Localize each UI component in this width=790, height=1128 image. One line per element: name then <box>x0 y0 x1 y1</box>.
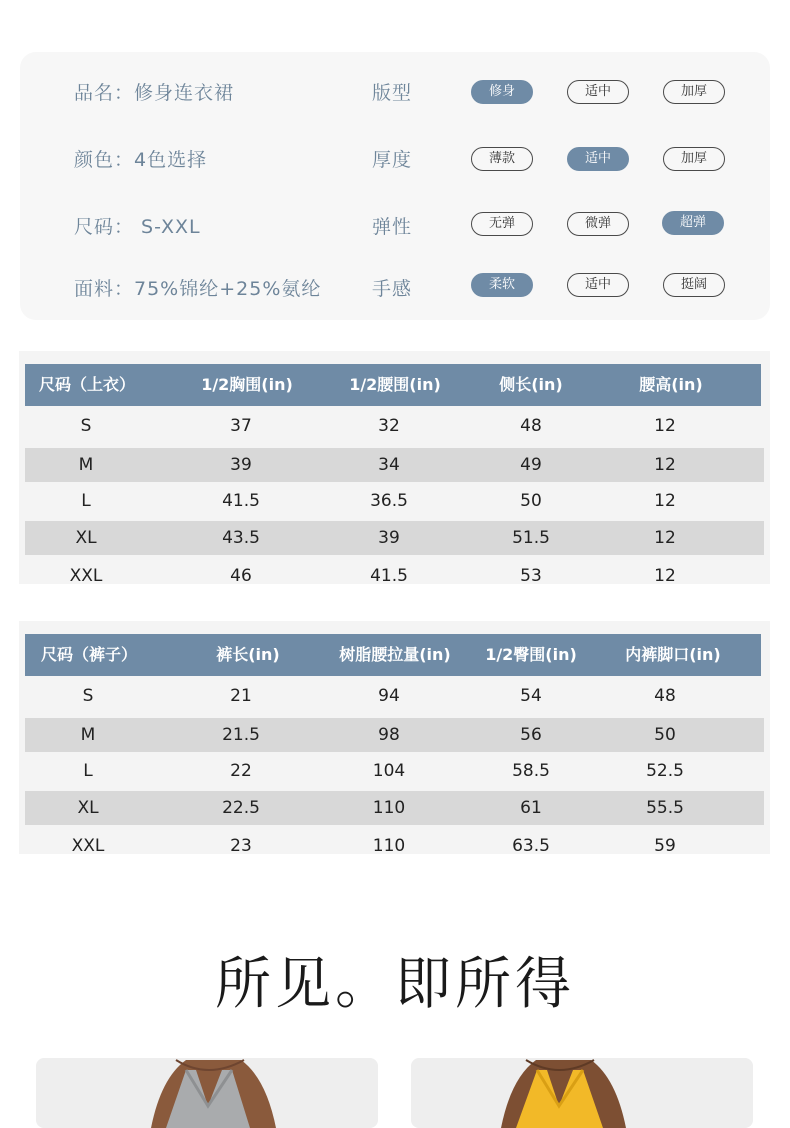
product-info-card <box>20 52 770 320</box>
pants-th-length: 裤长(in) <box>216 645 280 664</box>
thickness-option-thin: 薄款 <box>471 147 533 171</box>
pants-cell-waist-stretch: 98 <box>378 725 400 745</box>
top-cell-waist: 32 <box>378 416 400 436</box>
top-cell-side-length: 51.5 <box>512 528 550 548</box>
pants-cell-hip: 56 <box>520 725 542 745</box>
pants-th-size: 尺码（裤子） <box>40 645 137 664</box>
top-cell-waist-height: 12 <box>654 491 676 511</box>
top-cell-waist-height: 12 <box>654 528 676 548</box>
pants-cell-length: 22.5 <box>222 798 260 818</box>
pants-cell-size: XXL <box>71 836 105 854</box>
feel-option-regular: 适中 <box>567 273 629 297</box>
top-table-header <box>25 364 761 406</box>
pants-cell-leg-opening: 59 <box>654 836 676 854</box>
top-cell-waist-height: 12 <box>654 566 676 584</box>
top-cell-chest: 39 <box>230 455 252 475</box>
thickness-label: 厚度 <box>372 149 413 171</box>
top-cell-size: XXL <box>69 566 103 584</box>
table-row <box>25 679 764 713</box>
thickness-option-thick: 加厚 <box>663 147 725 171</box>
pants-cell-length: 22 <box>230 761 252 781</box>
info-row-thickness <box>20 135 770 175</box>
info-row-elasticity <box>20 202 770 242</box>
info-row-style <box>20 68 770 108</box>
pants-cell-leg-opening: 55.5 <box>646 798 684 818</box>
fabric-label: 面料：75%锦纶+25%氨纶 <box>74 278 322 300</box>
fit-option-thick: 加厚 <box>663 80 725 104</box>
top-th-chest: 1/2胸围(in) <box>201 375 293 394</box>
pants-size-table <box>19 621 770 854</box>
table-row <box>25 718 764 752</box>
top-cell-side-length: 50 <box>520 491 542 511</box>
model-gray-top-illustration <box>36 1058 378 1128</box>
pants-cell-waist-stretch: 94 <box>378 686 400 706</box>
pants-cell-waist-stretch: 110 <box>372 798 406 818</box>
top-th-waist-height: 腰高(in) <box>639 375 703 394</box>
top-cell-waist: 34 <box>378 455 400 475</box>
size-label: 尺码： S-XXL <box>74 216 201 238</box>
table-row <box>25 484 764 518</box>
feel-option-crisp: 挺阔 <box>663 273 725 297</box>
feel-option-soft: 柔软 <box>471 273 533 297</box>
product-photo-gray <box>36 1058 378 1128</box>
thickness-option-regular: 适中 <box>567 147 629 171</box>
table-row <box>25 521 764 555</box>
elasticity-option-slight: 微弹 <box>567 212 629 236</box>
top-th-size: 尺码（上衣） <box>38 375 135 394</box>
pants-th-hip: 1/2臀围(in) <box>485 645 577 664</box>
pants-cell-leg-opening: 50 <box>654 725 676 745</box>
pants-cell-length: 21 <box>230 686 252 706</box>
top-cell-size: S <box>80 416 92 436</box>
table-row <box>25 559 764 584</box>
top-cell-size: XL <box>75 528 97 548</box>
pants-cell-size: L <box>83 761 93 781</box>
table-row <box>25 754 764 788</box>
top-cell-waist-height: 12 <box>654 416 676 436</box>
fit-option-slim: 修身 <box>471 80 533 104</box>
product-name-label: 品名：修身连衣裙 <box>74 82 235 104</box>
model-yellow-top-illustration <box>411 1058 753 1128</box>
elasticity-option-super: 超弹 <box>662 211 724 235</box>
table-row <box>25 791 764 825</box>
pants-cell-size: M <box>80 725 96 745</box>
top-cell-chest: 43.5 <box>222 528 260 548</box>
feel-label: 手感 <box>372 278 413 300</box>
pants-cell-hip: 61 <box>520 798 542 818</box>
pants-cell-leg-opening: 52.5 <box>646 761 684 781</box>
top-cell-side-length: 49 <box>520 455 542 475</box>
top-cell-waist: 36.5 <box>370 491 408 511</box>
pants-cell-length: 23 <box>230 836 252 854</box>
top-cell-side-length: 53 <box>520 566 542 584</box>
info-row-feel <box>20 264 770 304</box>
pants-cell-length: 21.5 <box>222 725 260 745</box>
headline: 所见。即所得 <box>215 952 575 1017</box>
top-size-table <box>19 351 770 584</box>
table-row <box>25 829 764 854</box>
top-cell-waist: 41.5 <box>370 566 408 584</box>
color-label: 颜色：4色选择 <box>74 149 208 171</box>
top-cell-chest: 37 <box>230 416 252 436</box>
elasticity-option-none: 无弹 <box>471 212 533 236</box>
pants-cell-hip: 63.5 <box>512 836 550 854</box>
pants-cell-leg-opening: 48 <box>654 686 676 706</box>
top-cell-waist-height: 12 <box>654 455 676 475</box>
pants-cell-size: S <box>82 686 94 706</box>
top-th-waist: 1/2腰围(in) <box>349 375 441 394</box>
top-cell-size: M <box>78 455 94 475</box>
pants-cell-hip: 54 <box>520 686 542 706</box>
top-cell-waist: 39 <box>378 528 400 548</box>
pants-table-header <box>25 634 761 676</box>
product-photo-yellow <box>411 1058 753 1128</box>
top-cell-side-length: 48 <box>520 416 542 436</box>
pants-th-leg-opening: 内裤脚口(in) <box>625 645 721 664</box>
pants-cell-hip: 58.5 <box>512 761 550 781</box>
elasticity-label: 弹性 <box>372 216 413 238</box>
fit-label: 版型 <box>372 82 413 104</box>
top-cell-size: L <box>81 491 91 511</box>
top-cell-chest: 41.5 <box>222 491 260 511</box>
table-row <box>25 448 764 482</box>
pants-cell-size: XL <box>77 798 99 818</box>
top-th-side-length: 侧长(in) <box>499 375 563 394</box>
pants-cell-waist-stretch: 104 <box>372 761 406 781</box>
top-cell-chest: 46 <box>230 566 252 584</box>
pants-th-waist-stretch: 树脂腰拉量(in) <box>339 645 451 664</box>
table-row <box>25 409 764 443</box>
pants-cell-waist-stretch: 110 <box>372 836 406 854</box>
fit-option-regular: 适中 <box>567 80 629 104</box>
